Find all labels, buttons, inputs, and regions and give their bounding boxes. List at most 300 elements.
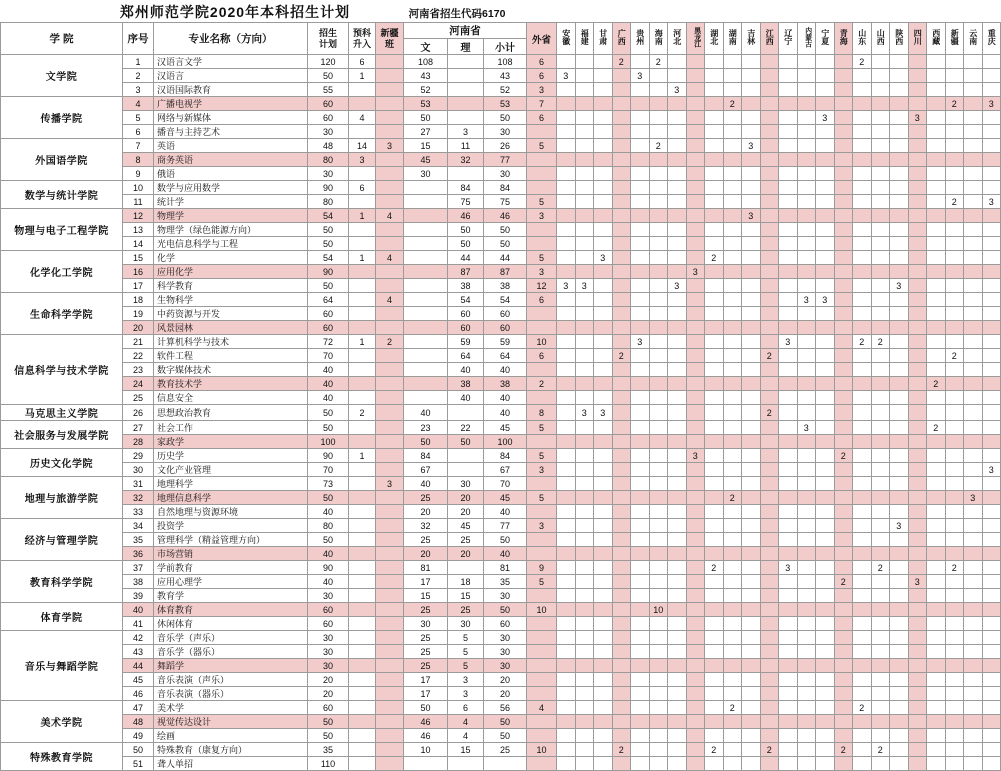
- xinjiang-class-cell: [376, 757, 404, 771]
- province-value-cell: [908, 83, 927, 97]
- xinjiang-class-cell: [376, 349, 404, 363]
- major-cell: 物理学: [154, 209, 308, 223]
- row-no-cell: 42: [123, 631, 154, 645]
- province-value-cell: [853, 293, 872, 307]
- province-value-cell: [649, 251, 668, 265]
- province-value-cell: [686, 631, 705, 645]
- prep-cell: [349, 349, 376, 363]
- province-value-cell: [760, 547, 779, 561]
- henan-li-cell: 32: [448, 153, 484, 167]
- province-value-cell: [649, 701, 668, 715]
- header-province: [779, 23, 798, 55]
- header-province: [649, 23, 668, 55]
- province-value-cell: [779, 111, 798, 125]
- province-value-cell: [557, 491, 576, 505]
- province-value-cell: [982, 279, 1001, 293]
- plan-cell: 60: [308, 321, 349, 335]
- plan-cell: 54: [308, 209, 349, 223]
- henan-li-cell: 15: [448, 589, 484, 603]
- henan-li-cell: 54: [448, 293, 484, 307]
- province-value-cell: [723, 617, 742, 631]
- henan-li-cell: [448, 69, 484, 83]
- province-value-cell: [668, 659, 687, 673]
- header-province: [612, 23, 631, 55]
- province-value-cell: [575, 729, 594, 743]
- province-value-cell: [871, 83, 890, 97]
- province-value-cell: [890, 547, 909, 561]
- province-value-cell: [575, 125, 594, 139]
- province-label: 黑龙江: [692, 26, 700, 48]
- province-value-cell: [982, 363, 1001, 377]
- row-no-cell: 20: [123, 321, 154, 335]
- province-value-cell: [575, 477, 594, 491]
- province-value-cell: [668, 743, 687, 757]
- province-value-cell: [575, 743, 594, 757]
- province-value-cell: [927, 659, 946, 673]
- province-value-cell: [686, 111, 705, 125]
- henan-subtotal-cell: 20: [484, 687, 527, 701]
- province-value-cell: [982, 575, 1001, 589]
- major-cell: 文化产业管理: [154, 463, 308, 477]
- province-value-cell: [779, 687, 798, 701]
- province-value-cell: [945, 491, 964, 505]
- province-value-cell: 3: [557, 279, 576, 293]
- province-value-cell: [982, 631, 1001, 645]
- henan-wen-cell: 40: [404, 405, 448, 421]
- province-value-cell: [575, 97, 594, 111]
- province-value-cell: [575, 659, 594, 673]
- province-value-cell: [853, 645, 872, 659]
- province-value-cell: [594, 139, 613, 153]
- province-value-cell: [557, 449, 576, 463]
- province-value-cell: [908, 589, 927, 603]
- province-value-cell: [631, 505, 650, 519]
- outer-province-total-cell: 7: [527, 97, 557, 111]
- henan-subtotal-cell: 108: [484, 55, 527, 69]
- province-value-cell: [668, 687, 687, 701]
- province-value-cell: [964, 391, 983, 405]
- province-value-cell: [927, 83, 946, 97]
- prep-cell: [349, 533, 376, 547]
- province-value-cell: [871, 321, 890, 335]
- province-value-cell: [982, 547, 1001, 561]
- province-value-cell: [723, 421, 742, 435]
- major-cell: 汉语国际教育: [154, 83, 308, 97]
- henan-wen-cell: 20: [404, 505, 448, 519]
- province-value-cell: [760, 505, 779, 519]
- province-value-cell: [705, 237, 724, 251]
- xinjiang-class-cell: [376, 645, 404, 659]
- header-no: 序号: [123, 23, 154, 55]
- henan-subtotal-cell: [484, 757, 527, 771]
- province-value-cell: 2: [834, 575, 853, 589]
- province-value-cell: [668, 533, 687, 547]
- province-value-cell: [964, 603, 983, 617]
- province-value-cell: [575, 505, 594, 519]
- province-value-cell: [982, 673, 1001, 687]
- province-value-cell: [853, 631, 872, 645]
- province-value-cell: [557, 575, 576, 589]
- province-value-cell: [668, 519, 687, 533]
- province-value-cell: [816, 69, 835, 83]
- province-value-cell: [982, 293, 1001, 307]
- college-cell: 化学化工学院: [1, 251, 123, 293]
- province-value-cell: [871, 673, 890, 687]
- province-value-cell: [927, 533, 946, 547]
- province-value-cell: [760, 83, 779, 97]
- henan-wen-cell: 23: [404, 421, 448, 435]
- province-value-cell: [594, 335, 613, 349]
- province-value-cell: [945, 223, 964, 237]
- province-value-cell: [871, 491, 890, 505]
- province-value-cell: [890, 153, 909, 167]
- province-value-cell: [575, 491, 594, 505]
- province-value-cell: [594, 55, 613, 69]
- province-value-cell: [612, 449, 631, 463]
- xinjiang-class-cell: [376, 589, 404, 603]
- province-value-cell: [908, 307, 927, 321]
- province-value-cell: [723, 335, 742, 349]
- province-value-cell: [945, 153, 964, 167]
- province-value-cell: [612, 477, 631, 491]
- province-value-cell: [853, 363, 872, 377]
- major-cell: 家政学: [154, 435, 308, 449]
- province-value-cell: [686, 519, 705, 533]
- province-value-cell: [649, 349, 668, 363]
- province-value-cell: 3: [686, 449, 705, 463]
- header-province: [908, 23, 927, 55]
- header-province: [723, 23, 742, 55]
- prep-cell: [349, 575, 376, 589]
- henan-wen-cell: [404, 195, 448, 209]
- header-province: [705, 23, 724, 55]
- province-value-cell: [686, 97, 705, 111]
- province-value-cell: [908, 377, 927, 391]
- province-value-cell: [723, 463, 742, 477]
- province-value-cell: [945, 505, 964, 519]
- henan-subtotal-cell: 30: [484, 631, 527, 645]
- province-value-cell: [964, 265, 983, 279]
- province-value-cell: 2: [834, 743, 853, 757]
- province-value-cell: [705, 69, 724, 83]
- henan-li-cell: 3: [448, 673, 484, 687]
- province-value-cell: [797, 589, 816, 603]
- province-value-cell: [575, 575, 594, 589]
- province-value-cell: [890, 167, 909, 181]
- province-value-cell: [982, 209, 1001, 223]
- province-value-cell: [612, 83, 631, 97]
- province-value-cell: [631, 477, 650, 491]
- province-value-cell: [742, 631, 761, 645]
- province-value-cell: [797, 125, 816, 139]
- province-value-cell: [723, 251, 742, 265]
- province-value-cell: [816, 701, 835, 715]
- province-value-cell: [742, 321, 761, 335]
- row-no-cell: 44: [123, 659, 154, 673]
- province-value-cell: [927, 505, 946, 519]
- province-value-cell: [686, 715, 705, 729]
- province-value-cell: [649, 743, 668, 757]
- header-province: [927, 23, 946, 55]
- province-value-cell: [871, 391, 890, 405]
- henan-wen-cell: 46: [404, 715, 448, 729]
- province-value-cell: [834, 363, 853, 377]
- province-value-cell: [853, 659, 872, 673]
- province-value-cell: [557, 673, 576, 687]
- province-value-cell: [723, 377, 742, 391]
- province-value-cell: [760, 603, 779, 617]
- province-value-cell: [612, 687, 631, 701]
- henan-wen-cell: [404, 363, 448, 377]
- province-value-cell: [779, 463, 798, 477]
- province-label: 湖南: [728, 29, 738, 45]
- xinjiang-class-cell: [376, 237, 404, 251]
- province-value-cell: [649, 69, 668, 83]
- province-value-cell: [760, 519, 779, 533]
- province-value-cell: [594, 659, 613, 673]
- province-value-cell: 3: [797, 293, 816, 307]
- province-value-cell: [964, 729, 983, 743]
- province-value-cell: [575, 435, 594, 449]
- row-no-cell: 39: [123, 589, 154, 603]
- province-value-cell: 3: [742, 209, 761, 223]
- outer-province-total-cell: [527, 435, 557, 449]
- province-value-cell: [964, 321, 983, 335]
- province-value-cell: [964, 757, 983, 771]
- province-value-cell: [612, 673, 631, 687]
- province-value-cell: [668, 505, 687, 519]
- outer-province-total-cell: [527, 167, 557, 181]
- province-value-cell: [705, 533, 724, 547]
- province-value-cell: [927, 701, 946, 715]
- province-value-cell: [890, 321, 909, 335]
- henan-li-cell: 22: [448, 421, 484, 435]
- province-value-cell: [705, 153, 724, 167]
- province-value-cell: [631, 715, 650, 729]
- henan-subtotal-cell: 50: [484, 603, 527, 617]
- province-value-cell: [927, 405, 946, 421]
- province-value-cell: [982, 349, 1001, 363]
- province-value-cell: [668, 477, 687, 491]
- row-no-cell: 29: [123, 449, 154, 463]
- henan-wen-cell: [404, 335, 448, 349]
- province-value-cell: [760, 729, 779, 743]
- college-cell: 物理与电子工程学院: [1, 209, 123, 251]
- henan-subtotal-cell: 40: [484, 405, 527, 421]
- province-value-cell: [557, 251, 576, 265]
- xinjiang-class-cell: [376, 659, 404, 673]
- province-value-cell: [871, 293, 890, 307]
- province-value-cell: 2: [612, 349, 631, 363]
- henan-li-cell: 50: [448, 435, 484, 449]
- province-value-cell: [557, 729, 576, 743]
- province-value-cell: [890, 463, 909, 477]
- province-value-cell: [816, 645, 835, 659]
- province-value-cell: [779, 435, 798, 449]
- prep-cell: [349, 391, 376, 405]
- province-value-cell: [834, 377, 853, 391]
- xinjiang-class-cell: [376, 687, 404, 701]
- province-value-cell: [908, 167, 927, 181]
- province-value-cell: 2: [853, 701, 872, 715]
- province-value-cell: [834, 293, 853, 307]
- henan-wen-cell: 17: [404, 687, 448, 701]
- plan-cell: 110: [308, 757, 349, 771]
- province-value-cell: [575, 519, 594, 533]
- province-value-cell: [705, 449, 724, 463]
- row-no-cell: 5: [123, 111, 154, 125]
- province-label: 海南: [654, 29, 664, 45]
- province-value-cell: [927, 449, 946, 463]
- province-value-cell: [871, 349, 890, 363]
- province-value-cell: [686, 279, 705, 293]
- province-value-cell: [723, 223, 742, 237]
- province-value-cell: [760, 533, 779, 547]
- province-value-cell: [945, 715, 964, 729]
- province-value-cell: [964, 435, 983, 449]
- province-value-cell: [686, 701, 705, 715]
- province-value-cell: [945, 687, 964, 701]
- province-value-cell: [668, 729, 687, 743]
- province-value-cell: [705, 223, 724, 237]
- province-value-cell: [649, 209, 668, 223]
- province-value-cell: [686, 491, 705, 505]
- college-cell: 美术学院: [1, 701, 123, 743]
- province-label: 新疆: [950, 29, 960, 45]
- province-value-cell: [853, 491, 872, 505]
- row-no-cell: 47: [123, 701, 154, 715]
- outer-province-total-cell: [527, 321, 557, 335]
- province-value-cell: [631, 153, 650, 167]
- province-value-cell: [890, 69, 909, 83]
- province-value-cell: [816, 195, 835, 209]
- province-value-cell: [705, 279, 724, 293]
- province-value-cell: [594, 561, 613, 575]
- province-value-cell: [668, 645, 687, 659]
- province-value-cell: 2: [612, 743, 631, 757]
- province-value-cell: [557, 83, 576, 97]
- province-label: 西藏: [931, 29, 941, 45]
- college-cell: 生命科学学院: [1, 293, 123, 335]
- henan-li-cell: 20: [448, 547, 484, 561]
- henan-subtotal-cell: 67: [484, 463, 527, 477]
- province-value-cell: [890, 111, 909, 125]
- province-value-cell: [575, 55, 594, 69]
- province-value-cell: [964, 617, 983, 631]
- province-value-cell: [890, 589, 909, 603]
- xinjiang-class-cell: [376, 321, 404, 335]
- province-value-cell: [779, 265, 798, 279]
- province-value-cell: [612, 209, 631, 223]
- province-value-cell: [890, 363, 909, 377]
- province-value-cell: [853, 237, 872, 251]
- province-value-cell: [834, 111, 853, 125]
- xinjiang-class-cell: [376, 153, 404, 167]
- province-value-cell: [705, 729, 724, 743]
- henan-wen-cell: 45: [404, 153, 448, 167]
- province-value-cell: [871, 421, 890, 435]
- province-value-cell: [816, 505, 835, 519]
- province-value-cell: [871, 181, 890, 195]
- header-subtotal: 小计: [484, 39, 527, 55]
- province-value-cell: [982, 223, 1001, 237]
- province-value-cell: [723, 547, 742, 561]
- henan-li-cell: 20: [448, 505, 484, 519]
- xinjiang-class-cell: 4: [376, 293, 404, 307]
- row-no-cell: 40: [123, 603, 154, 617]
- province-value-cell: [927, 491, 946, 505]
- province-value-cell: [945, 363, 964, 377]
- province-value-cell: [612, 307, 631, 321]
- province-value-cell: [668, 561, 687, 575]
- province-value-cell: [612, 69, 631, 83]
- province-value-cell: [890, 729, 909, 743]
- henan-li-cell: 5: [448, 659, 484, 673]
- prep-cell: [349, 421, 376, 435]
- province-value-cell: [853, 209, 872, 223]
- province-value-cell: [705, 547, 724, 561]
- prep-cell: [349, 645, 376, 659]
- prep-cell: 1: [349, 449, 376, 463]
- province-value-cell: [742, 111, 761, 125]
- province-value-cell: 3: [779, 561, 798, 575]
- outer-province-total-cell: 10: [527, 743, 557, 757]
- province-value-cell: [779, 491, 798, 505]
- province-value-cell: [853, 477, 872, 491]
- province-value-cell: [668, 237, 687, 251]
- province-value-cell: [927, 335, 946, 349]
- province-value-cell: [797, 729, 816, 743]
- province-value-cell: [797, 449, 816, 463]
- henan-wen-cell: 15: [404, 139, 448, 153]
- province-value-cell: [594, 575, 613, 589]
- province-value-cell: [834, 153, 853, 167]
- province-value-cell: [575, 589, 594, 603]
- province-value-cell: [890, 687, 909, 701]
- province-value-cell: [871, 757, 890, 771]
- province-value-cell: [982, 69, 1001, 83]
- henan-subtotal-cell: 50: [484, 111, 527, 125]
- prep-cell: 1: [349, 335, 376, 349]
- province-value-cell: [612, 265, 631, 279]
- province-value-cell: [742, 575, 761, 589]
- outer-province-total-cell: 8: [527, 405, 557, 421]
- outer-province-total-cell: 6: [527, 69, 557, 83]
- province-value-cell: [964, 139, 983, 153]
- henan-subtotal-cell: 54: [484, 293, 527, 307]
- major-cell: 俄语: [154, 167, 308, 181]
- province-value-cell: 3: [982, 195, 1001, 209]
- college-cell: 地理与旅游学院: [1, 477, 123, 519]
- henan-subtotal-cell: 46: [484, 209, 527, 223]
- province-value-cell: [871, 631, 890, 645]
- province-value-cell: [982, 617, 1001, 631]
- xinjiang-class-cell: [376, 279, 404, 293]
- province-value-cell: [834, 687, 853, 701]
- major-cell: 数学与应用数学: [154, 181, 308, 195]
- province-value-cell: [779, 421, 798, 435]
- henan-li-cell: 60: [448, 307, 484, 321]
- province-value-cell: [927, 631, 946, 645]
- prep-cell: [349, 321, 376, 335]
- province-value-cell: [816, 715, 835, 729]
- province-value-cell: [908, 547, 927, 561]
- province-value-cell: [557, 265, 576, 279]
- province-value-cell: [760, 687, 779, 701]
- province-value-cell: [779, 743, 798, 757]
- province-value-cell: [742, 55, 761, 69]
- province-value-cell: [612, 293, 631, 307]
